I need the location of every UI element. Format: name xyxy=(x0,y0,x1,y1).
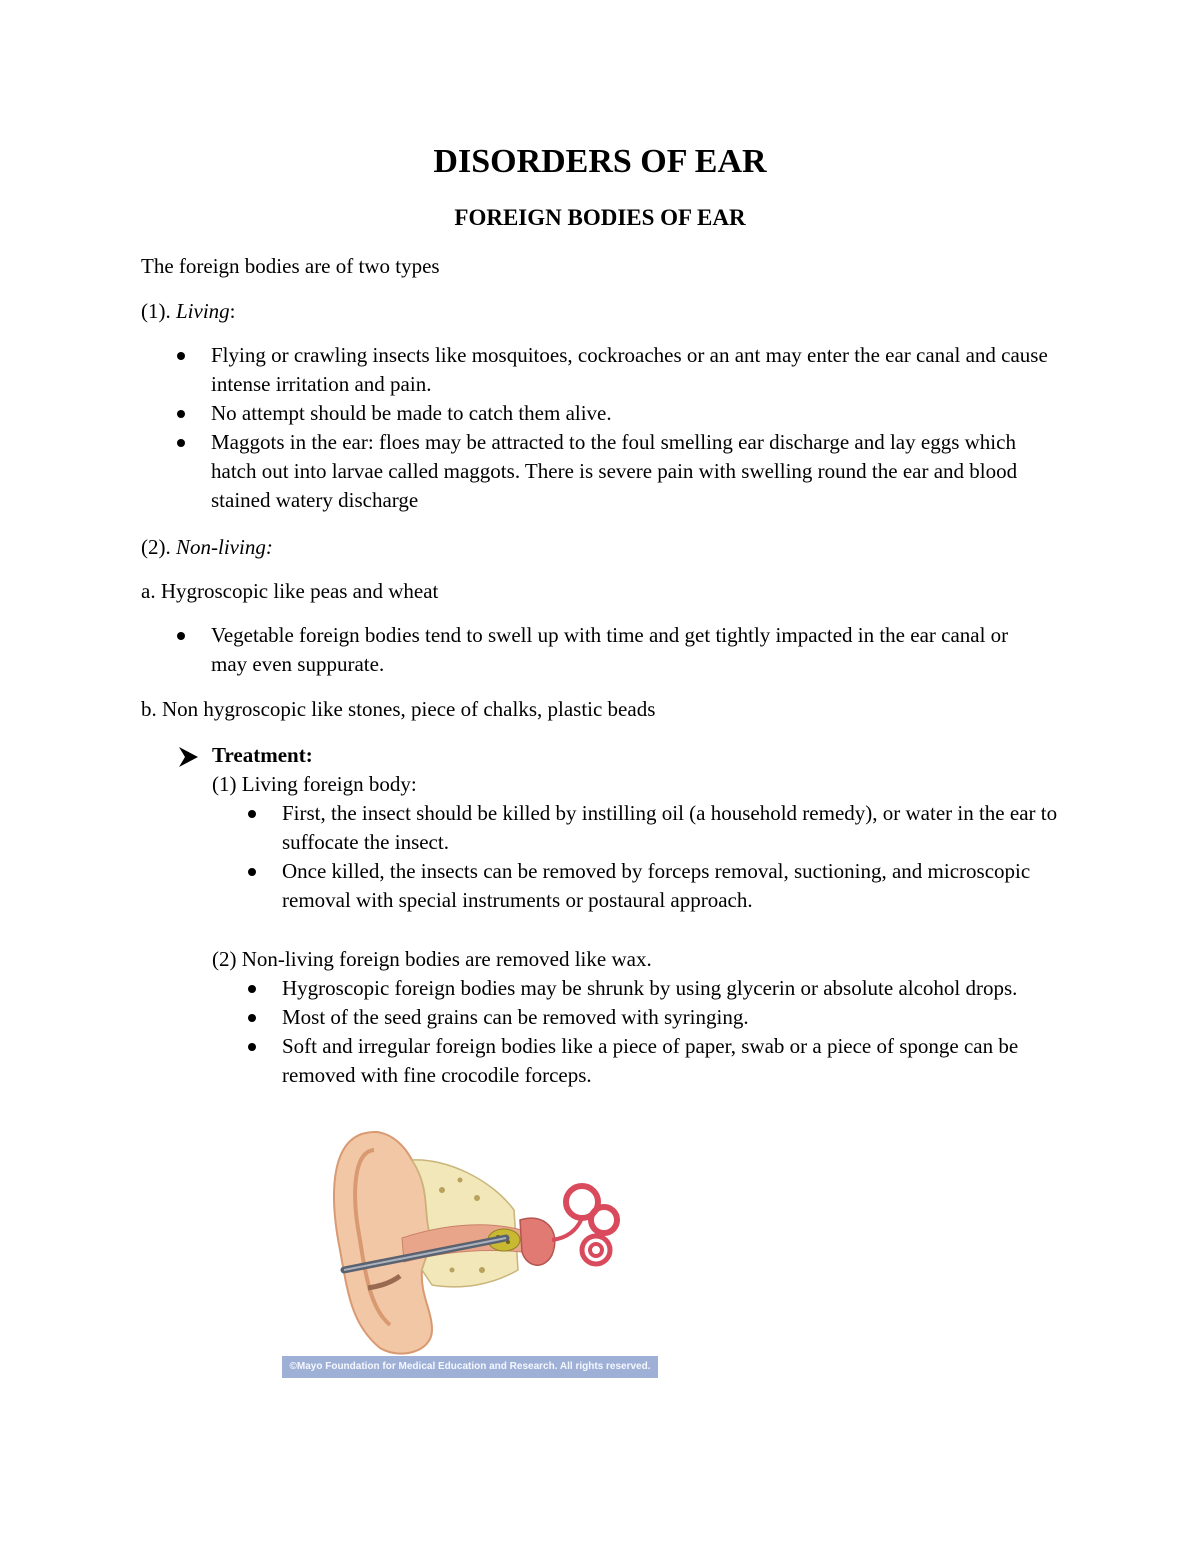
list-item: Flying or crawling insects like mosquitoes, cockroaches or an ant may enter the ear canal and cause intense irritation and pain. xyxy=(211,341,1061,399)
hygroscopic-text: a. Hygroscopic like peas and wheat xyxy=(141,579,439,603)
treatment-heading: Treatment: xyxy=(212,743,313,767)
list-item: Soft and irregular foreign bodies like a piece of paper, swab or a piece of sponge can be removed with fine crocodile forceps. xyxy=(282,1032,1062,1090)
nonliving-treatment-heading: (2) Non-living foreign bodies are removed like wax. xyxy=(212,947,652,971)
list-item: No attempt should be made to catch them alive. xyxy=(211,399,1061,428)
living-heading: (1). Living: xyxy=(141,299,236,323)
living-bullet-list xyxy=(211,341,1061,515)
list-item: Hygroscopic foreign bodies may be shrunk by using glycerin or absolute alcohol drops. xyxy=(282,974,1062,1003)
section-title: FOREIGN BODIES OF EAR xyxy=(454,205,746,230)
non-hygroscopic-text: b. Non hygroscopic like stones, piece of chalks, plastic beads xyxy=(141,697,656,721)
list-item: Once killed, the insects can be removed by forceps removal, suctioning, and microscopic removal with special instruments or postaural approach. xyxy=(282,857,1072,915)
living-treatment-list xyxy=(282,799,1072,915)
intro-text: The foreign bodies are of two types xyxy=(141,254,440,278)
hygroscopic-bullet-list xyxy=(211,621,1041,679)
nonliving-treatment-list xyxy=(282,974,1062,1090)
list-item: Maggots in the ear: floes may be attracted to the foul smelling ear discharge and lay eggs which hatch out into larvae called maggots. There is severe pain with swelling round the ear and blood stained watery discharge xyxy=(211,428,1061,515)
figure-caption: ©Mayo Foundation for Medical Education and Research. All rights reserved. xyxy=(282,1356,658,1378)
list-item: First, the insect should be killed by instilling oil (a household remedy), or water in the ear to suffocate the insect. xyxy=(282,799,1072,857)
nonliving-heading: (2). Non-living: xyxy=(141,535,273,559)
page-title: DISORDERS OF EAR xyxy=(433,143,767,180)
living-treatment-heading: (1) Living foreign body: xyxy=(212,772,417,796)
list-item: Vegetable foreign bodies tend to swell up with time and get tightly impacted in the ear canal or may even suppurate. xyxy=(211,621,1041,679)
ear-illustration xyxy=(282,1120,658,1356)
list-item: Most of the seed grains can be removed with syringing. xyxy=(282,1003,1062,1032)
ear-anatomy-figure xyxy=(282,1120,658,1380)
arrow-bullet-icon xyxy=(176,744,202,770)
